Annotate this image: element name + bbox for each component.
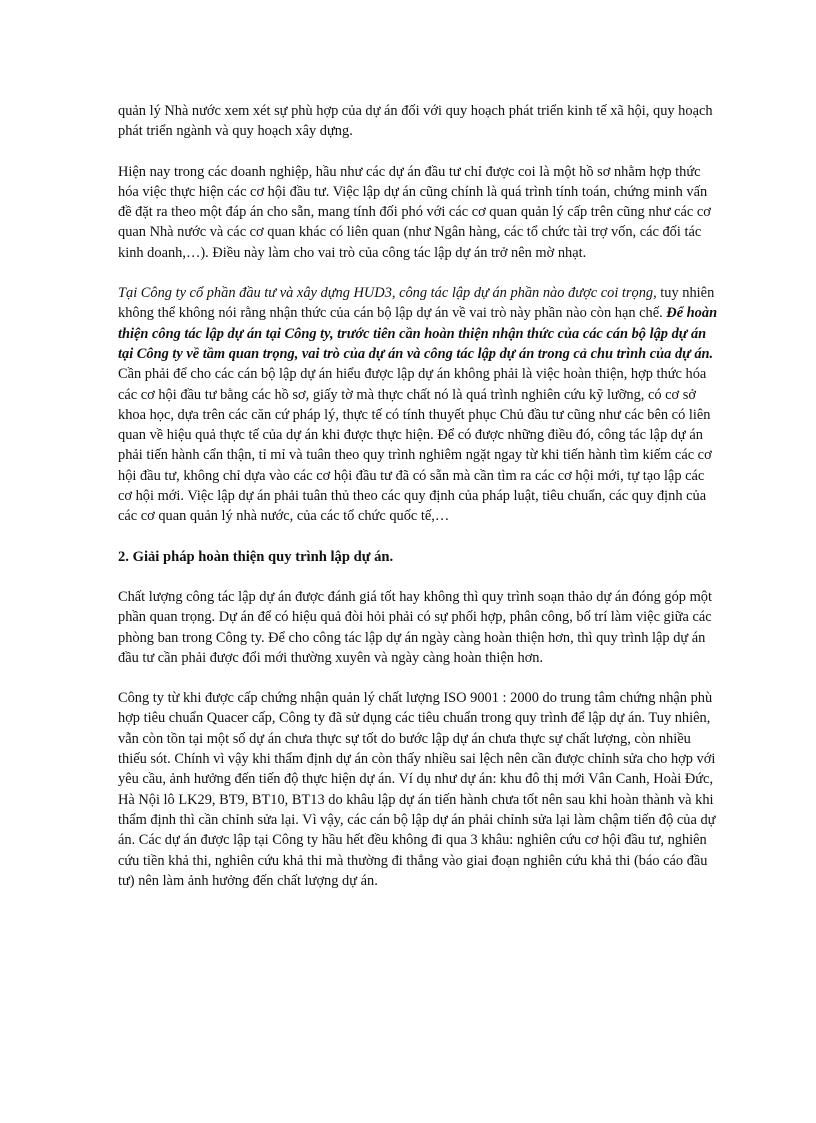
paragraph-4: Chất lượng công tác lập dự án được đánh giá tốt hay không thì quy trình soạn thảo dự án đóng góp một phần quan trọng. Dự án để có hiệu quả đòi hỏi phải có sự phối hợp, phân công, bố trí làm việc giữa các phòng ban trong Công ty. Để cho công tác lập dự án ngày càng hoàn thiện hơn, thì quy trình lập dự án đầu tư cần phải được đổi mới thường xuyên và ngày càng hoàn thiện hơn. [118,588,712,666]
paragraph-1: quản lý Nhà nước xem xét sự phù hợp của dự án đối với quy hoạch phát triển kinh tế xã hội, quy hoạch phát triển ngành và quy hoạch xây dựng. [118,103,713,140]
paragraph-5: Công ty từ khi được cấp chứng nhận quản lý chất lượng ISO 9001 : 2000 do trung tâm chứng nhận phù hợp tiêu chuẩn Quacer cấp, Công ty đã sử dụng các tiêu chuẩn trong quy trình để lập dự án. Tuy nhiên, vẫn còn tồn tại một số dự án chưa thực sự tốt do bước lập dự án chưa thực sự chất lượng, còn nhiều thiếu sót. Chính vì vậy khi thẩm định dự án còn thấy nhiều sai lệch nên cần được chỉnh sửa cho hợp với yêu cầu, ảnh hưởng đến tiến độ thực hiện dự án. Ví dụ như dự án: khu đô thị mới Vân Canh, Hoài Đức, Hà Nội lô LK29, BT9, BT10, BT13 do khâu lập dự án tiến hành chưa tốt nên sau khi hoàn thành và khi thẩm định thì cần chỉnh sửa lại. Vì vậy, các cán bộ lập dự án phải chỉnh sửa lại làm chậm tiến độ của dự án. Các dự án được lập tại Công ty hầu hết đều không đi qua 3 khâu: nghiên cứu cơ hội đầu tư, nghiên cứu tiền khả thi, nghiên cứu khả thi mà thường đi thẳng vào giai đoạn nghiên cứu khả thi (báo cáo đầu tư) nên làm ảnh hưởng đến chất lượng dự án. [118,690,716,889]
paragraph-3 [118,283,718,527]
document-page [118,101,718,891]
paragraph-3-text-1: tuy nhiên không thể không nói rằng nhận thức của cán bộ lập dự án về vai trò này phần nào còn hạn chế. [118,285,715,322]
spacer [118,567,718,587]
section-heading: 2. Giải pháp hoàn thiện quy trình lập dự án. [118,548,394,565]
spacer [118,142,718,162]
paragraph-2: Hiện nay trong các doanh nghiệp, hầu như các dự án đầu tư chỉ được coi là một hồ sơ nhằm hợp thức hóa việc thực hiện các cơ hội đầu tư. Việc lập dự án cũng chính là quá trình tính toán, chứng minh vấn đề đặt ra theo một đáp án cho sẵn, mang tính đối phó với các cơ quan quản lý cấp trên cũng như các cơ quan Nhà nước và các cơ quan khác có liên quan (như Ngân hàng, các tổ chức tài trợ vốn, các đối tác kinh doanh,…). Điều này làm cho vai trò của công tác lập dự án trở nên mờ nhạt. [118,163,711,261]
spacer [118,527,718,547]
spacer [118,668,718,688]
spacer [118,263,718,283]
paragraph-3-italic-lead: Tại Công ty cổ phần đầu tư và xây dựng HUD3, công tác lập dự án phần nào được coi trọng, [118,285,657,302]
paragraph-3-italic-emphasis: Để hoàn thiện công tác lập dự án tại Công ty, trước tiên cần hoàn thiện nhận thức của các cán bộ lập dự án tại Công ty về tầm quan trọng, vai trò của dự án và công tác lập dự án trong cả chu trình của dự án. [118,305,718,362]
paragraph-3-text-2: Cần phải để cho các cán bộ lập dự án hiểu được lập dự án không phải là việc hoàn thiện, hợp thức hóa các cơ hội đầu tư bằng các hồ sơ, giấy tờ mà thực chất nó là quá trình nghiên cứu kỹ lưỡng, có cơ sở khoa học, dựa trên các căn cứ pháp lý, thực tế có tính thuyết phục Chủ đầu tư cũng như các bên có liên quan về hiệu quả thực tế của dự án khi được thực hiện. Để có được những điều đó, công tác lập dự án phải tiến hành cẩn thận, tỉ mỉ và tuân theo quy trình nghiêm ngặt ngay từ khi tiến hành tìm kiếm các cơ hội đầu tư, không chỉ dựa vào các cơ hội đầu tư đã có sẵn mà cần tìm ra các cơ hội mới, tự tạo lập các cơ hội mới. Việc lập dự án phải tuân thủ theo các quy định của pháp luật, tiêu chuẩn, các quy định của các cơ quan quản lý nhà nước, của các tổ chức quốc tế,… [118,366,712,525]
